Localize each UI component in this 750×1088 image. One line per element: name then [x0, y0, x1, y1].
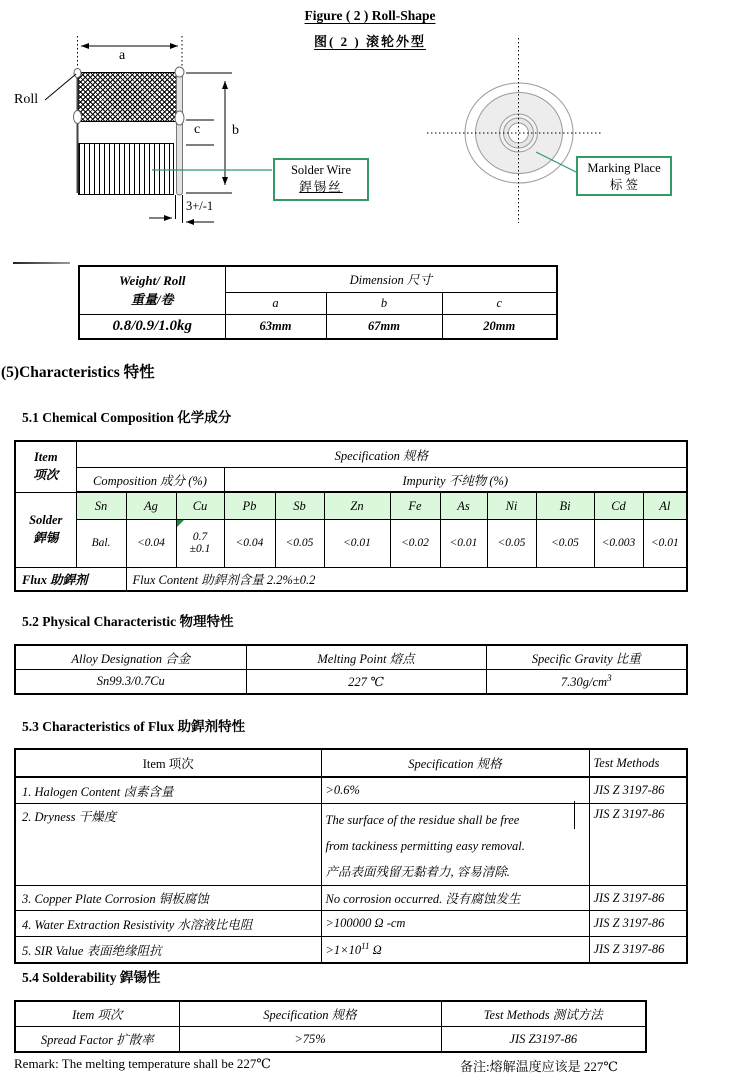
specific-gravity-value — [486, 670, 687, 695]
item-header-cell — [15, 441, 76, 492]
item-header-zh: 项次 — [33, 468, 59, 483]
specific-gravity-header: Specific Gravity 比重 — [486, 645, 687, 670]
solder-row-label-cell — [15, 492, 76, 567]
section-5-2-heading: 5.2 Physical Characteristic 物理特性 — [22, 614, 234, 629]
value-ag: <0.04 — [126, 520, 176, 567]
flux-method-1: JIS Z 3197-86 — [589, 777, 687, 804]
impurity-header: Impurity 不纯物 (%) — [224, 468, 687, 493]
weight-value: 0.8/0.9/1.0kg — [79, 315, 225, 340]
marking-place-callout — [576, 156, 672, 196]
flux-characteristics-table — [14, 748, 688, 964]
gravity-base: 7.30g/cm — [560, 675, 608, 690]
figure-title-en: Figure ( 2 ) Roll-Shape — [304, 8, 436, 23]
solder-wire-label-zh: 銲锡丝 — [299, 180, 343, 194]
marking-place-label-zh: 标 签 — [609, 178, 639, 192]
table-row — [15, 1001, 646, 1027]
table-row — [15, 670, 687, 695]
flux-item-5: 5. SIR Value 表面绝缘阻抗 — [15, 937, 321, 964]
flux-spec-3: No corrosion occurred. 没有腐蚀发生 — [321, 886, 589, 911]
melting-point-value: 227 ℃ — [246, 670, 486, 695]
element-header-sb: Sb — [275, 492, 324, 520]
flux-spec-2 — [321, 804, 589, 886]
sir-base: >1×10 — [325, 943, 362, 958]
section-5-3-heading: 5.3 Characteristics of Flux 助銲剂特性 — [22, 719, 246, 734]
flux-spec-2-line1: The surface of the residue shall be free — [325, 813, 520, 827]
value-cu-line1: 0.7 — [192, 531, 208, 544]
roll-leader — [45, 74, 76, 100]
dim-a-label: a — [119, 48, 126, 63]
element-header-bi: Bi — [536, 492, 594, 520]
element-header-as: As — [440, 492, 487, 520]
alloy-value: Sn99.3/0.7Cu — [15, 670, 246, 695]
sir-unit: Ω — [369, 943, 382, 958]
spread-factor-method: JIS Z3197-86 — [441, 1027, 646, 1053]
spread-factor-label: Spread Factor 扩散率 — [15, 1027, 179, 1053]
element-header-cu: Cu — [176, 492, 224, 520]
solder-label-zh: 銲锡 — [33, 531, 59, 545]
element-header-fe: Fe — [390, 492, 440, 520]
value-sb: <0.05 — [275, 520, 324, 567]
value-fe: <0.02 — [390, 520, 440, 567]
flux-item-4: 4. Water Extraction Resistivity 水溶液比电阻 — [15, 911, 321, 937]
flux-item-2: 2. Dryness 干燥度 — [15, 804, 321, 886]
element-header-al: Al — [643, 492, 687, 520]
flange-pin — [74, 69, 81, 78]
specification-header: Specification 规格 — [76, 441, 687, 468]
table-row — [15, 804, 687, 886]
flux-method-3: JIS Z 3197-86 — [589, 886, 687, 911]
table-row — [15, 777, 687, 804]
value-cd: <0.003 — [594, 520, 643, 567]
figure-linework — [0, 0, 750, 260]
solder-spec-header: Specification 规格 — [179, 1001, 441, 1027]
value-sn: Bal. — [76, 520, 126, 567]
figure-title-zh: 图( 2 ) 滚轮外型 — [314, 34, 426, 49]
flux-spec-2-line3: 产品表面残留无黏着力, 容易清除. — [325, 865, 510, 879]
table-row — [15, 645, 687, 670]
composition-header: Composition 成分 (%) — [76, 468, 224, 493]
flux-spec-5 — [321, 937, 589, 964]
table-row — [15, 886, 687, 911]
flange-pin — [74, 111, 82, 124]
flux-spec-header: Specification 规格 — [321, 749, 589, 777]
flux-method-5: JIS Z 3197-86 — [589, 937, 687, 964]
flux-method-header: Test Methods — [589, 749, 687, 777]
solder-wire-callout — [273, 158, 369, 201]
section-5-4-heading: 5.4 Solderability 銲锡性 — [22, 970, 161, 985]
value-bi: <0.05 — [536, 520, 594, 567]
weight-roll-header-en: Weight/ Roll — [118, 273, 186, 288]
solder-wire-label-en: Solder Wire — [290, 163, 352, 177]
comment-marker — [177, 520, 184, 527]
weight-roll-header-zh: 重量/卷 — [130, 292, 174, 307]
table-row — [15, 911, 687, 937]
solder-item-header: Item 项次 — [15, 1001, 179, 1027]
flange-pin — [175, 67, 184, 77]
item-header-en: Item — [33, 450, 58, 465]
flux-method-2: JIS Z 3197-86 — [589, 804, 687, 886]
flux-content-value: Flux Content 助銲剂含量 2.2%±0.2 — [126, 567, 687, 591]
value-ni: <0.05 — [487, 520, 536, 567]
flux-spec-4: >100000 Ω -cm — [321, 911, 589, 937]
section-5-heading: (5)Characteristics 特性 — [1, 364, 155, 381]
spread-factor-spec: >75% — [179, 1027, 441, 1053]
flux-spec-1: >0.6% — [321, 777, 589, 804]
melting-point-header: Melting Point 熔点 — [246, 645, 486, 670]
table-row — [15, 1027, 646, 1053]
element-header-pb: Pb — [224, 492, 275, 520]
weight-dimension-table — [78, 265, 558, 340]
roll-label: Roll — [14, 92, 39, 107]
element-header-ag: Ag — [126, 492, 176, 520]
chemical-composition-table — [14, 440, 688, 592]
element-header-ni: Ni — [487, 492, 536, 520]
alloy-designation-header: Alloy Designation 合金 — [15, 645, 246, 670]
table-row — [15, 468, 687, 493]
value-zn: <0.01 — [324, 520, 390, 567]
value-cu — [176, 520, 224, 567]
flange-pin — [175, 111, 184, 125]
section-5-1-heading: 5.1 Chemical Composition 化学成分 — [22, 410, 232, 425]
dim-c-label: c — [194, 122, 201, 137]
flux-item-3: 3. Copper Plate Corrosion 铜板腐蚀 — [15, 886, 321, 911]
element-header-cd: Cd — [594, 492, 643, 520]
value-pb: <0.04 — [224, 520, 275, 567]
table-row — [15, 937, 687, 964]
table-row — [15, 749, 687, 777]
c-value: 20mm — [442, 315, 557, 340]
col-a-header: a — [225, 292, 326, 314]
element-header-sn: Sn — [76, 492, 126, 520]
value-as: <0.01 — [440, 520, 487, 567]
solderability-table — [14, 1000, 647, 1053]
table-row — [15, 520, 687, 567]
table-row — [79, 266, 557, 292]
a-value: 63mm — [225, 315, 326, 340]
weight-roll-header-cell — [79, 266, 225, 315]
table-row — [15, 567, 687, 591]
remark-zh: 备注:熔解温度应该是 227℃ — [460, 1059, 618, 1074]
flux-spec-2-line2: from tackiness permitting easy removal. — [325, 839, 525, 853]
flux-item-1: 1. Halogen Content 卤素含量 — [15, 777, 321, 804]
marking-place-label-en: Marking Place — [587, 161, 661, 175]
right-flange — [177, 70, 183, 195]
stray-vertical-rule — [574, 801, 575, 829]
remark-en: Remark: The melting temperature shall be 227℃ — [14, 1056, 271, 1071]
tolerance-label: 3+/-1 — [186, 199, 214, 213]
col-c-header: c — [442, 292, 557, 314]
col-b-header: b — [326, 292, 442, 314]
flux-row-label: Flux 助銲剂 — [15, 567, 126, 591]
dim-b-label: b — [232, 123, 239, 138]
sir-exponent: 11 — [361, 940, 370, 951]
table-row — [79, 315, 557, 340]
gravity-exponent: 3 — [607, 672, 612, 683]
value-al: <0.01 — [643, 520, 687, 567]
physical-characteristic-table — [14, 644, 688, 695]
b-value: 67mm — [326, 315, 442, 340]
flux-method-4: JIS Z 3197-86 — [589, 911, 687, 937]
value-cu-line2: ±0.1 — [189, 543, 211, 556]
dimension-header-cell: Dimension 尺寸 — [225, 266, 557, 292]
flux-item-header: Item 项次 — [15, 749, 321, 777]
table-row — [15, 492, 687, 520]
table-row — [15, 441, 687, 468]
stray-rule — [13, 262, 70, 264]
solder-method-header: Test Methods 测试方法 — [441, 1001, 646, 1027]
element-header-zn: Zn — [324, 492, 390, 520]
solder-label-en: Solder — [29, 513, 63, 527]
